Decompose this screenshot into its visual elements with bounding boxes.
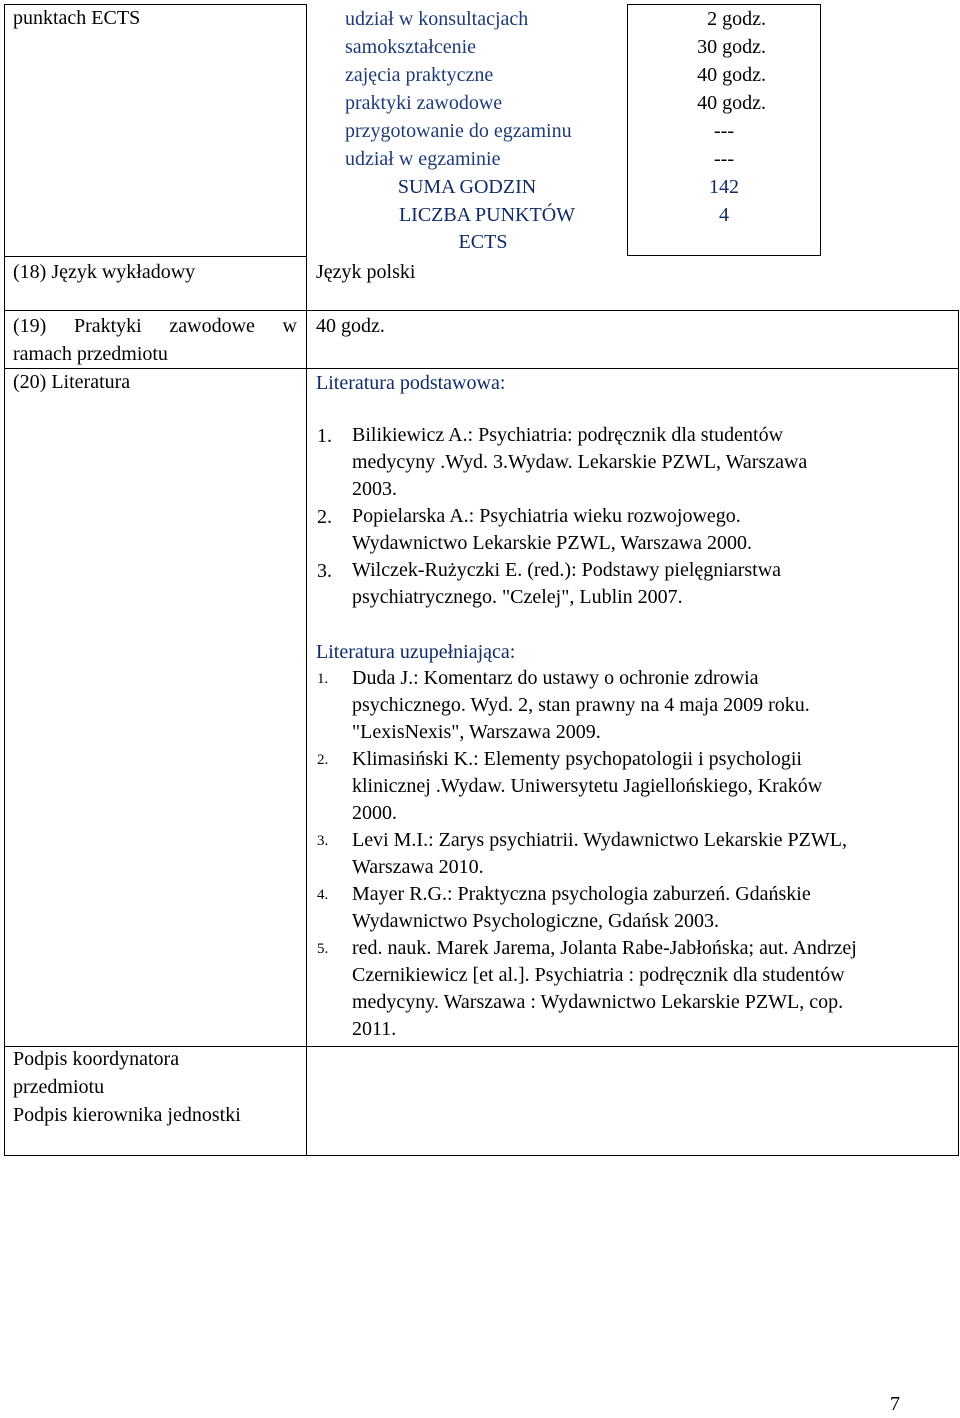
row-divider-practice xyxy=(4,310,959,311)
ref-number: 1. xyxy=(317,425,332,447)
ref-line: Warszawa 2010. xyxy=(352,856,484,878)
ref-line: Klimasiński K.: Elementy psychopatologii i psychologii xyxy=(352,748,802,770)
signature-head: Podpis kierownika jednostki xyxy=(13,1104,241,1126)
hours-row-value: 2 godz. xyxy=(707,8,766,30)
ref-line: Levi M.I.: Zarys psychiatrii. Wydawnictwo Lekarskie PZWL, xyxy=(352,829,847,851)
literature-supplementary-heading: Literatura uzupełniająca: xyxy=(316,641,516,663)
language-value: Język polski xyxy=(316,261,416,283)
ref-line: medycyny .Wyd. 3.Wydaw. Lekarskie PZWL, Warszawa xyxy=(352,451,808,473)
table-border-right xyxy=(958,310,959,1156)
points-label-line2: ECTS xyxy=(458,231,508,253)
hours-row-label: praktyki zawodowe xyxy=(345,92,503,114)
ref-number: 4. xyxy=(317,887,329,903)
hours-row-label: udział w egzaminie xyxy=(345,148,501,170)
hours-row-label: przygotowanie do egzaminu xyxy=(345,120,572,142)
row-divider-language xyxy=(4,256,307,257)
hours-table-right xyxy=(820,4,821,256)
literature-basic-heading: Literatura podstawowa: xyxy=(316,372,506,394)
ref-line: klinicznej .Wydaw. Uniwersytetu Jagiellońskiego, Kraków xyxy=(352,775,823,797)
signature-coordinator-line1: Podpis koordynatora xyxy=(13,1048,180,1070)
ref-line: medycyny. Warszawa : Wydawnictwo Lekarskie PZWL, cop. xyxy=(352,991,844,1013)
hours-row-value: 40 godz. xyxy=(697,92,766,114)
ref-line: Mayer R.G.: Praktyczna psychologia zaburzeń. Gdańskie xyxy=(352,883,811,905)
ref-line: psychicznego. Wyd. 2, stan prawny na 4 maja 2009 roku. xyxy=(352,694,810,716)
points-value: 4 xyxy=(719,204,729,226)
practice-value: 40 godz. xyxy=(316,315,385,337)
hours-row-label: zajęcia praktyczne xyxy=(345,64,494,86)
ref-line: Duda J.: Komentarz do ustawy o ochronie zdrowia xyxy=(352,667,759,689)
ref-line: psychiatrycznego. "Czelej", Lublin 2007. xyxy=(352,586,683,608)
literature-label: (20) Literatura xyxy=(13,371,131,393)
ref-number: 3. xyxy=(317,560,332,582)
ref-line: Popielarska A.: Psychiatria wieku rozwojowego. xyxy=(352,505,741,527)
ref-line: Wydawnictwo Psychologiczne, Gdańsk 2003. xyxy=(352,910,720,932)
ref-line: 2000. xyxy=(352,802,397,824)
hours-row-value: 40 godz. xyxy=(697,64,766,86)
ref-line: Czernikiewicz [et al.]. Psychiatria : podręcznik dla studentów xyxy=(352,964,845,986)
ref-line: "LexisNexis", Warszawa 2009. xyxy=(352,721,601,743)
points-label-line1: LICZBA PUNKTÓW xyxy=(398,204,576,226)
ref-number: 3. xyxy=(317,833,329,849)
sum-label: SUMA GODZIN xyxy=(397,176,537,198)
ects-label: punktach ECTS xyxy=(13,7,141,29)
sum-value: 142 xyxy=(709,176,739,198)
table-border-left xyxy=(4,4,5,1156)
ref-number: 2. xyxy=(317,752,329,768)
language-label: (18) Język wykładowy xyxy=(13,261,196,283)
ref-line: Bilikiewicz A.: Psychiatria: podręcznik dla studentów xyxy=(352,424,784,446)
practice-label-line1: (19) Praktyki zawodowe w xyxy=(13,315,297,337)
ref-line: 2011. xyxy=(352,1018,397,1040)
ref-line: red. nauk. Marek Jarema, Jolanta Rabe-Jabłońska; aut. Andrzej xyxy=(352,937,857,959)
ref-number: 1. xyxy=(317,671,329,687)
ref-number: 5. xyxy=(317,941,329,957)
table-border-bottom xyxy=(4,1155,959,1156)
page-number: 7 xyxy=(890,1393,900,1415)
hours-row-value: 30 godz. xyxy=(697,36,766,58)
ref-line: Wilczek-Rużyczki E. (red.): Podstawy pielęgniarstwa xyxy=(352,559,782,581)
hours-row-label: udział w konsultacjach xyxy=(345,8,529,30)
practice-label-line2: ramach przedmiotu xyxy=(13,343,168,365)
ref-number: 2. xyxy=(317,506,332,528)
ref-line: Wydawnictwo Lekarskie PZWL, Warszawa 2000. xyxy=(352,532,753,554)
signature-coordinator-line2: przedmiotu xyxy=(13,1076,105,1098)
hours-row-value: --- xyxy=(714,148,734,170)
ref-line: 2003. xyxy=(352,478,397,500)
hours-row-label: samokształcenie xyxy=(345,36,477,58)
hours-row-value: --- xyxy=(714,120,734,142)
